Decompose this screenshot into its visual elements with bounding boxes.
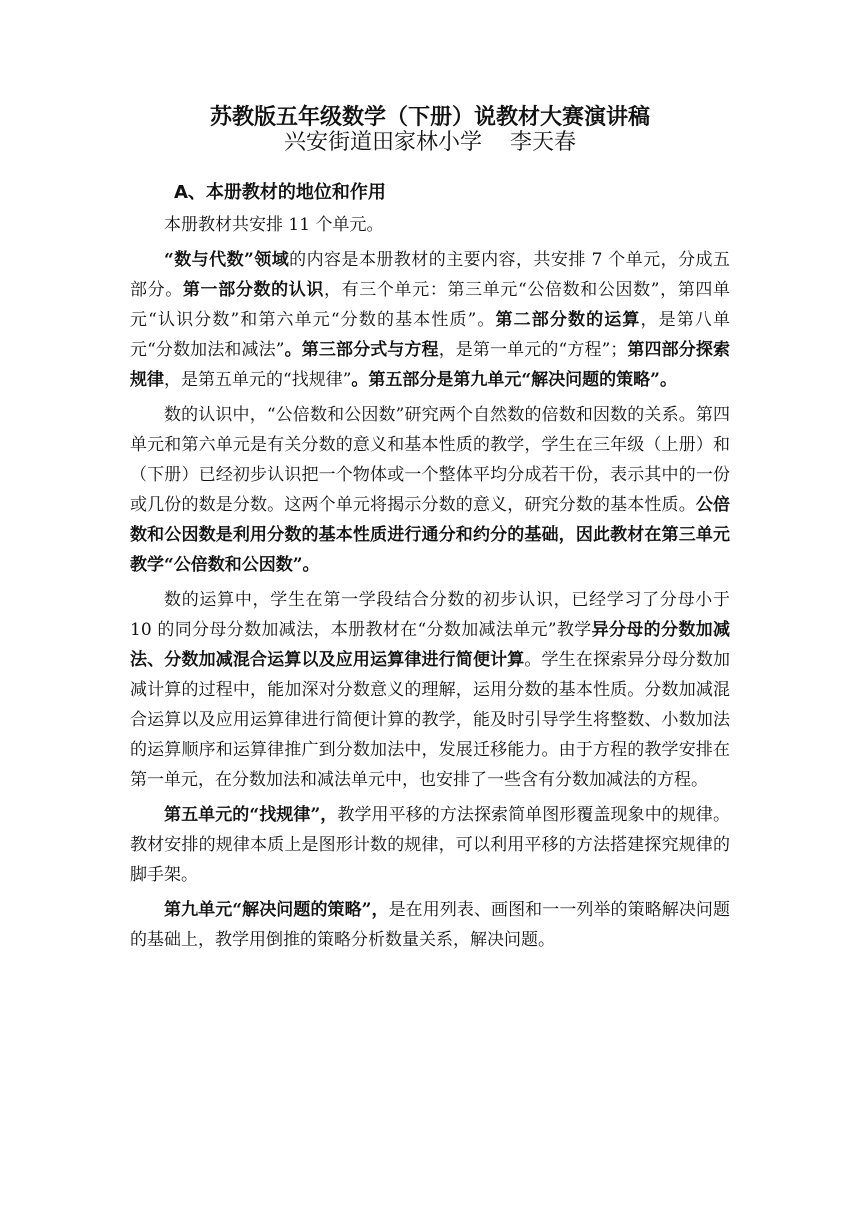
text-span: 是在用列表、画图和一一列举的策略解决问题的基础上，教学用倒推的策略分析数量关系，解决问题。 — [130, 900, 730, 950]
text-span: 的内容是本册教材的主要内容，共安排 7 个单元，分成五部分。 — [130, 250, 731, 300]
text-span: ，是第一单元的“方程”； — [438, 340, 628, 360]
text-span: 教学用平移的方法探索简单图形覆盖现象中的规律。教材安排的规律本质上是图形计数的规律，可以利用平移的方法搭建探究规律的脚手架。 — [130, 805, 730, 885]
bold-phrase: 。第五部分是第九单元“解决问题的策略”。 — [351, 370, 677, 390]
text-span: ，有三个单元：第三单元“公倍数和公因数”，第四单元“认识分数”和第六单元“分数的基本性质”。 — [130, 280, 731, 330]
text-span: ，是第五单元的“找规律” — [164, 370, 352, 390]
bold-phrase: 第九单元“解决问题的策略”， — [164, 900, 389, 920]
bold-phrase: 公倍数和公因数是利用分数的基本性质进行通分和约分的基础，因此教材在第三单元教学“公倍数和公因数”。 — [130, 495, 731, 575]
document-page — [130, 0, 730, 955]
bold-phrase: 第二部分数的运算 — [495, 310, 641, 330]
paragraph-3 — [130, 400, 730, 580]
paragraph-1: 本册教材共安排 11 个单元。 — [164, 215, 384, 235]
document-title: 苏教版五年级数学（下册）说教材大赛演讲稿 — [209, 104, 650, 130]
bold-phrase: 第四部分探索规律 — [130, 340, 731, 390]
paragraph-2 — [130, 245, 730, 395]
bold-phrase: “数与代数”领域 — [164, 250, 290, 270]
author-line: 兴安街道田家林小学 李天春 — [284, 130, 576, 155]
paragraph-4 — [130, 585, 730, 795]
text-span: 数的运算中，学生在第一学段结合分数的初步认识，已经学习了分母小于 10 的同分母分数加减法，本册教材在“分数加减法单元”教学 — [130, 590, 730, 640]
text-span: ，是第八单元“分数加法和减法” — [130, 310, 731, 360]
text-span: 数的认识中，“公倍数和公因数”研究两个自然数的倍数和因数的关系。第四单元和第六单元是有关分数的意义和基本性质的教学，学生在三年级（上册）和（下册）已经初步认识把一个物体或一个整体平均分成若干份，表示其中的一份或几份的数是分数。这两个单元将揭示分数的意义，研究分数的基本性质。 — [130, 405, 730, 515]
bold-phrase: 第五单元的“找规律”， — [164, 805, 338, 825]
bold-phrase: 。第三部分式与方程 — [284, 340, 439, 360]
bold-phrase: 异分母的分数加减法、分数加减混合运算以及应用运算律进行简便计算 — [130, 620, 731, 670]
text-span: 。学生在探索异分母分数加减计算的过程中，能加深对分数意义的理解，运用分数的基本性质。分数加减混合运算以及应用运算律进行简便计算的教学，能及时引导学生将整数、小数加法的运算顺序和运算律推广到分数加法中，发展迁移能力。由于方程的教学安排在第一单元，在分数加法和减法单元中，也安排了一些含有分数加减法的方程。 — [130, 650, 731, 790]
section-heading: A、本册教材的地位和作用 — [174, 182, 386, 203]
paragraph-5 — [130, 800, 730, 890]
bold-phrase: 第一部分数的认识 — [182, 280, 325, 300]
paragraph-6 — [130, 895, 730, 955]
